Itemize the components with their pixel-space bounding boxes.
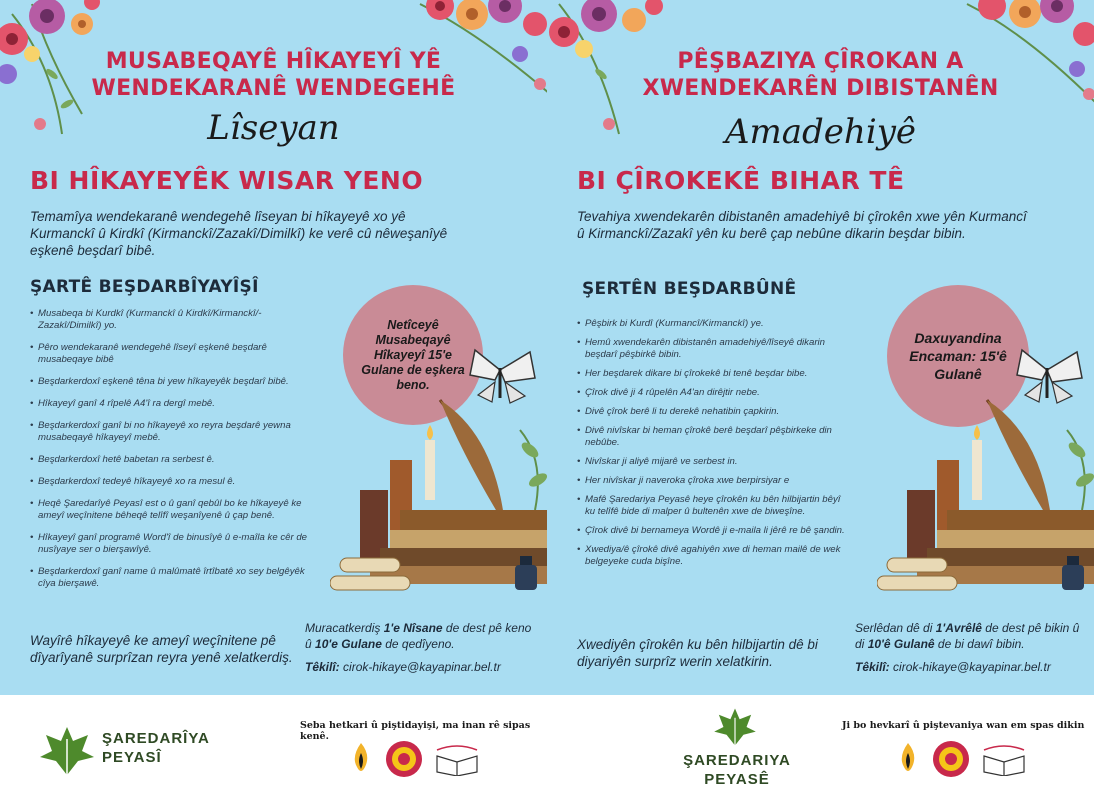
list-item: • Pêro wendekaranê wendegehê lîseyî eşkenê beşdarê musabeqaye bibê	[30, 342, 315, 366]
subheading: BI HÎKAYEYÊK WISAR YENO	[30, 166, 424, 195]
contact-email[interactable]: cirok-hikaye@kayapinar.bel.tr	[893, 660, 1051, 674]
logo-line-2: PEYASÊ	[704, 771, 770, 788]
list-item: • Her nivîskar ji naveroka çîroka xwe berpirsiyar e	[577, 475, 847, 487]
list-item: • Divê çîrok berê li tu derekê nehatibin çapkirin.	[577, 406, 847, 418]
badge-text: Daxuyandina Encaman: 15'ê Gulanê	[909, 330, 1007, 382]
subheading: BI ÇÎROKEKÊ BIHAR TÊ	[577, 166, 905, 195]
closing-text: Wayîrê hîkayeyê ke ameyî weçînitene pê dîyarîyanê surprîzan reyra yenê xelatkerdiş.	[30, 633, 293, 665]
deadline-pre: Muracatkerdiş	[305, 621, 384, 635]
deadline-post: de bi dawî bibin.	[934, 637, 1025, 651]
list-item: • Divê nivîskar bi heman çîrokê berê beşdarî pêşbirkeke din nebûbe.	[577, 425, 847, 449]
badge-text: Netîceyê Musabeqayê Hîkayeyî 15'e Gulane de eşkera beno.	[361, 317, 465, 392]
leaf-emblem-icon	[712, 707, 758, 752]
list-item: • Hîkayeyî ganî 4 rîpelê A4'î ra dergî mebê.	[30, 398, 315, 410]
logo-line-1: ŞAREDARÎYA	[102, 730, 210, 747]
sun-seal-icon	[932, 740, 970, 778]
title-script: Amadehiyê	[724, 112, 917, 152]
title-script: Lîseyan	[207, 108, 340, 148]
deadline-post: de qedîyeno.	[381, 637, 455, 651]
list-item: • Beşdarkerdoxî ganî bi no hîkayeyê xo reyra beşdarê yewna musabeqayê hîkayeyî mebê.	[30, 420, 315, 444]
deadline-mid: de dest pê keno û	[305, 621, 532, 651]
book-logo-icon	[431, 742, 483, 776]
logo-line-1: ŞAREDARIYA	[683, 752, 791, 769]
deadline-text	[305, 620, 540, 652]
list-item: • Çîrok divê ji 4 rûpelên A4'an dirêjtir nebe.	[577, 387, 847, 399]
list-item: • Beşdarkerdoxî hetê babetan ra serbest ê.	[30, 454, 315, 466]
intro-text: Tevahiya xwendekarên dibistanên amadehiyê bi çîrokên xwe yên Kurmancî û Kirmanckî/Zazakî yên ku berê çap nebûne dikarin beşdar bibin.	[577, 209, 1027, 241]
sponsor-logos	[345, 739, 483, 779]
thanks-text: Seba hetkari û piştidayişi, ma inan rê sipas kenê.	[300, 720, 531, 742]
deadline-end: 10'ê Gulanê	[867, 637, 935, 651]
closing-text: Xwediyên çîrokên ku bên hilbijartin dê bi diyariyên surprîz werin xelatkirin.	[577, 637, 818, 669]
logo-text	[102, 729, 210, 767]
butterfly-icon	[470, 350, 535, 403]
books-quill-illustration	[877, 340, 1094, 605]
contact-label: Têkilî:	[855, 660, 890, 674]
books-quill-illustration	[330, 340, 547, 605]
poster-title	[587, 48, 1054, 102]
deadline-start: 1'e Nîsane	[383, 621, 443, 635]
deadline-mid: de dest pê bikin û di	[855, 621, 1080, 651]
title-line-2: WENDEKARANÊ WENDEGEHÊ	[91, 76, 456, 101]
list-item: • Pêşbirk bi Kurdî (Kurmancî/Kirmanckî) ye.	[577, 318, 847, 330]
list-item: • Musabeqa bi Kurdkî (Kurmanckî û Kirdkî/Kirmanckî/-Zazakî/Dimilkî) yo.	[30, 308, 315, 332]
list-item: • Beşdarkerdoxî eşkenê têna bi yew hîkayeyêk beşdarî bibê.	[30, 376, 315, 388]
flame-emblem-icon	[892, 739, 924, 779]
logo-text	[682, 751, 792, 789]
list-item: • Hemû xwendekarên dibistanên amadehiyê/lîseyê dikarin beşdarî pêşbirkê bibin.	[577, 337, 847, 361]
list-item: • Hîkayeyî ganî programê Word'î de binusîyê û e-maîla ke cêr de nusîyaye ser o bierşawîyê.	[30, 532, 315, 556]
list-item: • Beşdarkerdoxî tedeyê hîkayeyê xo ra mesul ê.	[30, 476, 315, 488]
book-logo-icon	[978, 742, 1030, 776]
sponsor-logos	[892, 739, 1030, 779]
thanks-text: Ji bo hevkarî û piştevaniya wan em spas dikin	[842, 720, 1085, 731]
list-item: • Mafê Şaredariya Peyasê heye çîrokên ku bên hilbijartin bêyî ku telîfê bide di malper û bultenên xwe de biweşîne.	[577, 494, 847, 518]
deadline-text	[855, 620, 1087, 652]
leaf-emblem-icon	[38, 725, 96, 782]
contact-email[interactable]: cirok-hikaye@kayapinar.bel.tr	[343, 660, 501, 674]
contact-label: Têkilî:	[305, 660, 340, 674]
list-item: • Nivîskar ji aliyê mijarê ve serbest in.	[577, 456, 847, 468]
list-item: • Xwediya/ê çîrokê divê agahiyên xwe di heman mailê de wek belgeyeke cuda bişîne.	[577, 544, 847, 568]
section-heading: ŞARTÊ BEŞDARBÎYAYÎŞÎ	[30, 277, 259, 297]
list-item: • Heqê Şaredarîyê Peyasî est o û ganî qebûl bo ke hîkayeyê ke ameyî weçînitene bêheqê telîfî weşanîyenê û çap benê.	[30, 498, 315, 522]
list-item: • Her beşdarek dikare bi çîrokekê bi tenê beşdar bibe.	[577, 368, 847, 380]
deadline-start: 1'Avrêlê	[935, 621, 982, 635]
flame-emblem-icon	[345, 739, 377, 779]
footer	[547, 695, 1094, 800]
logo-line-2: PEYASÎ	[102, 749, 162, 766]
section-heading: ŞERTÊN BEŞDARBÛNÊ	[582, 279, 797, 299]
sun-seal-icon	[385, 740, 423, 778]
deadline-end: 10'e Gulane	[315, 637, 382, 651]
contact-line	[855, 660, 1051, 674]
title-line-2: XWENDEKARÊN DIBISTANÊN	[642, 76, 999, 101]
list-item: • Çîrok divê bi bernameya Wordê ji e-maila li jêrê re bê şandin.	[577, 525, 847, 537]
contact-line	[305, 660, 501, 674]
rules-list	[30, 308, 315, 590]
poster-title	[40, 48, 507, 102]
title-line-1: PÊŞBAZIYA ÇÎROKAN A	[677, 49, 964, 74]
rules-list	[577, 318, 847, 568]
title-line-1: MUSABEQAYÊ HÎKAYEYÎ YÊ	[105, 49, 442, 74]
butterfly-icon	[1017, 350, 1082, 403]
poster-right	[547, 0, 1094, 800]
deadline-pre: Serlêdan dê di	[855, 621, 936, 635]
list-item: • Beşdarkerdoxî ganî name û malûmatê îrtîbatê xo sey belgêyêk cîya bierşawê.	[30, 566, 315, 590]
intro-text: Temamîya wendekaranê wendegehê lîseyan bi hîkayeyê xo yê Kurmanckî û Kirdkî (Kirmanckî/Zazakî/Dimilkî) ke verê cû nêweşanîyê eşkenê beşdarî bibê.	[30, 209, 448, 258]
footer	[0, 695, 547, 800]
